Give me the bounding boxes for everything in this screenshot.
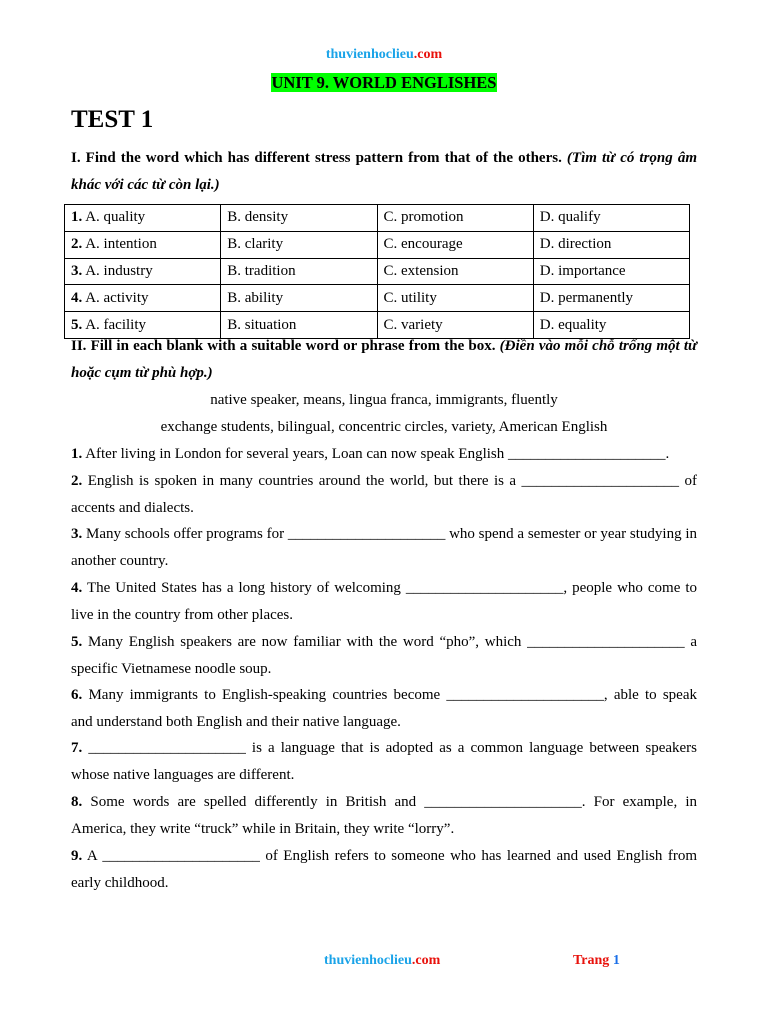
item-number: 2. bbox=[71, 473, 83, 489]
stress-question-table bbox=[64, 204, 690, 339]
fill-item bbox=[71, 441, 697, 468]
option-a-text: A. industry bbox=[85, 262, 153, 279]
fill-item bbox=[71, 843, 697, 897]
page-number-value: 1 bbox=[612, 953, 620, 968]
item-number: 9. bbox=[71, 848, 83, 864]
fill-item bbox=[71, 521, 697, 575]
section1-instruction-en: I. Find the word which has different stress pattern from that of the others. bbox=[71, 150, 562, 166]
section2-instruction bbox=[71, 333, 697, 387]
item-text: A _____________________ of English refers to someone who has learned and used English from early childhood. bbox=[71, 848, 697, 891]
option-a bbox=[65, 231, 221, 258]
item-text: Many immigrants to English-speaking countries become _____________________, able to speak and understand both English and their native language. bbox=[71, 687, 698, 730]
option-b: B. tradition bbox=[221, 258, 377, 285]
option-a-text: A. activity bbox=[85, 289, 149, 306]
item-number: 6. bbox=[71, 687, 83, 703]
item-number: 3. bbox=[71, 526, 83, 542]
option-a-text: A. facility bbox=[85, 316, 147, 333]
option-d: D. permanently bbox=[533, 285, 689, 312]
question-number: 5. bbox=[71, 316, 83, 333]
fill-item bbox=[71, 682, 697, 736]
option-d: D. importance bbox=[533, 258, 689, 285]
option-a bbox=[65, 258, 221, 285]
word-box-line-2: exchange students, bilingual, concentric circles, variety, American English bbox=[160, 419, 608, 435]
item-text: Many English speakers are now familiar with the word “pho”, which _____________________ a specific Vietnamese noodle soup. bbox=[71, 634, 698, 677]
option-c: C. encourage bbox=[377, 231, 533, 258]
word-box-line-1: native speaker, means, lingua franca, immigrants, fluently bbox=[210, 392, 558, 408]
header-site-name: thuvienhoclieu bbox=[325, 47, 414, 62]
option-d: D. equality bbox=[533, 312, 689, 339]
page-label: Trang bbox=[573, 953, 610, 968]
question-number: 1. bbox=[71, 209, 83, 226]
question-number: 2. bbox=[71, 236, 83, 253]
table-row bbox=[65, 231, 690, 258]
unit-title-wrap bbox=[71, 73, 697, 93]
fill-item bbox=[71, 789, 697, 843]
option-c: C. variety bbox=[377, 312, 533, 339]
fill-item bbox=[71, 575, 697, 629]
item-text: The United States has a long history of welcoming _____________________, people who come to live in the country from other places. bbox=[71, 580, 698, 623]
item-text: Many schools offer programs for _____________________ who spend a semester or year studying in another country. bbox=[71, 526, 698, 569]
fill-item bbox=[71, 735, 697, 789]
item-text: Some words are spelled differently in British and _____________________. For example, in America, they write “truck” while in Britain, they write “lorry”. bbox=[71, 794, 697, 837]
section2-instruction-vi: (Điền vào mỗi chỗ trống một từ hoặc cụm từ phù hợp.) bbox=[71, 338, 697, 381]
test-title: TEST 1 bbox=[71, 106, 154, 133]
table-row bbox=[65, 205, 690, 232]
item-number: 4. bbox=[71, 580, 83, 596]
option-a bbox=[65, 205, 221, 232]
item-number: 8. bbox=[71, 794, 83, 810]
section2-instruction-en: II. Fill in each blank with a suitable word or phrase from the box. bbox=[71, 338, 496, 354]
table-row bbox=[65, 285, 690, 312]
option-d: D. direction bbox=[533, 231, 689, 258]
item-number: 5. bbox=[71, 634, 83, 650]
option-b: B. situation bbox=[221, 312, 377, 339]
option-c: C. utility bbox=[377, 285, 533, 312]
footer-site-link[interactable] bbox=[324, 953, 440, 969]
item-text: English is spoken in many countries around the world, but there is a _____________________ of accents and dialects. bbox=[71, 473, 698, 516]
item-number: 1. bbox=[71, 446, 83, 462]
footer-site-name: thuvienhoclieu bbox=[324, 953, 412, 968]
option-b: B. clarity bbox=[221, 231, 377, 258]
item-text: _____________________ is a language that is adopted as a common language between speakers whose native languages are different. bbox=[71, 740, 698, 783]
question-number: 4. bbox=[71, 289, 83, 306]
option-a-text: A. quality bbox=[85, 209, 146, 226]
header-site-domain: .com bbox=[413, 47, 443, 62]
item-number: 7. bbox=[71, 740, 83, 756]
option-b: B. density bbox=[221, 205, 377, 232]
fill-item bbox=[71, 629, 697, 683]
option-c: C. promotion bbox=[377, 205, 533, 232]
unit-title: UNIT 9. WORLD ENGLISHES bbox=[271, 73, 497, 92]
table-row bbox=[65, 258, 690, 285]
header-site-link[interactable] bbox=[71, 47, 697, 63]
question-number: 3. bbox=[71, 262, 83, 279]
section1-instruction bbox=[71, 145, 697, 199]
section1-instruction-vi: (Tìm từ có trọng âm khác với các từ còn lại.) bbox=[71, 150, 698, 193]
option-a bbox=[65, 285, 221, 312]
page-number bbox=[573, 953, 620, 969]
fill-item bbox=[71, 468, 697, 522]
option-a-text: A. intention bbox=[85, 236, 157, 253]
footer-site-domain: .com bbox=[411, 953, 441, 968]
option-d: D. qualify bbox=[533, 205, 689, 232]
option-c: C. extension bbox=[377, 258, 533, 285]
option-b: B. ability bbox=[221, 285, 377, 312]
item-text: After living in London for several years, Loan can now speak English _____________________. bbox=[85, 446, 670, 462]
